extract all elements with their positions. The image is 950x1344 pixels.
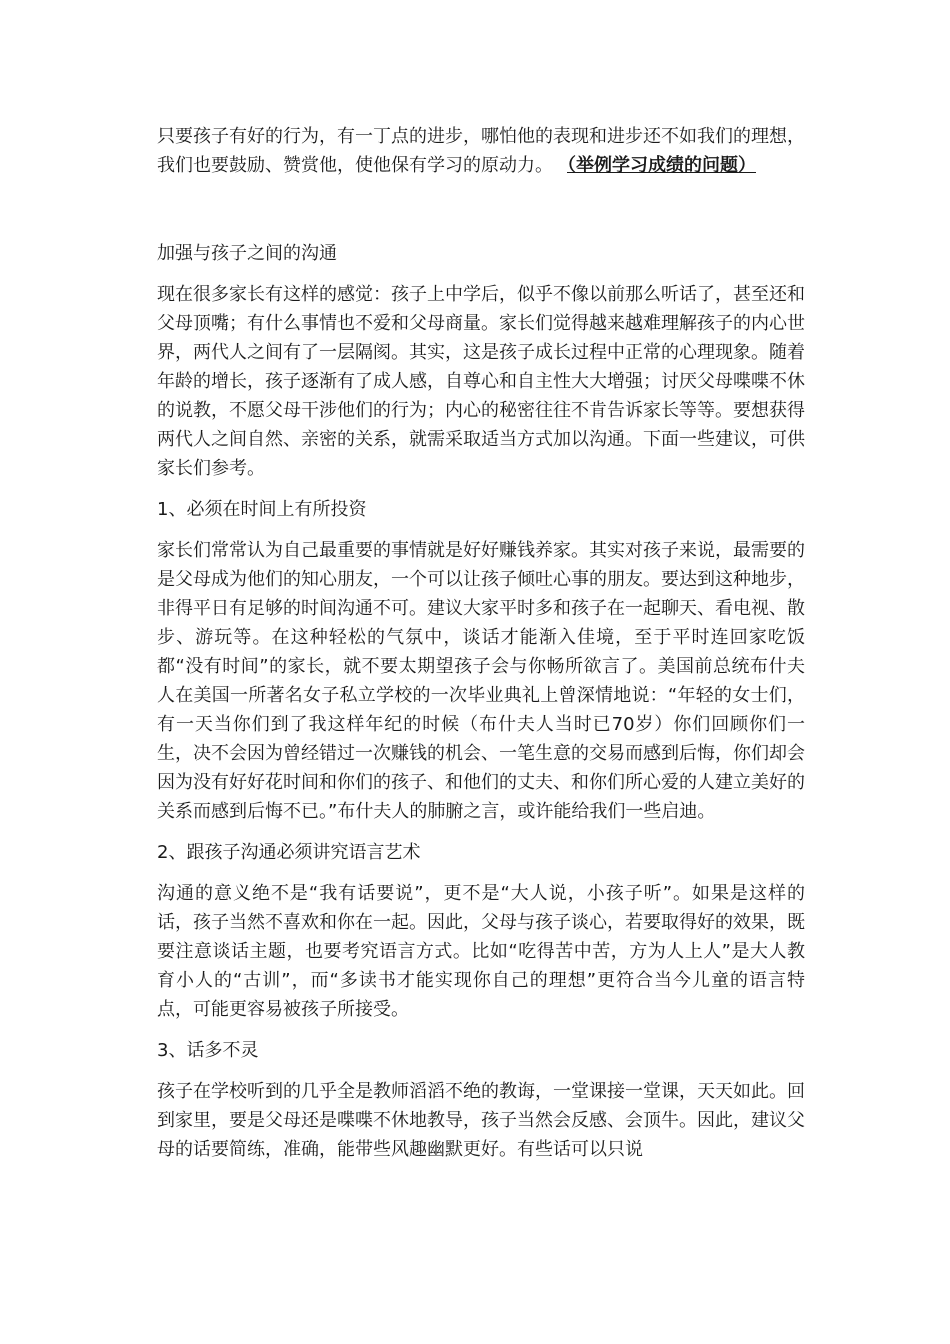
point-2-body: 沟通的意义绝不是“我有话要说”，更不是“大人说，小孩子听”。如果是这样的话，孩子当然不喜欢和你在一起。因此，父母与孩子谈心，若要取得好的效果，既要注意谈话主题，也要考究语言方式。比如“吃得苦中苦，方为人上人”是大人教育小人的“古训”，而“多读书才能实现你自己的理想”更符合当今儿童的语言特点，可能更容易被孩子所接受。 (157, 883, 805, 1020)
point-3-body: 孩子在学校听到的几乎全是教师滔滔不绝的教诲，一堂课接一堂课，天天如此。回到家里，要是父母还是喋喋不休地教导，孩子当然会反感、会顶牛。因此，建议父母的话要简练，准确，能带些风趣幽默更好。有些话可以只说 (157, 1081, 805, 1160)
intro-text: 只要孩子有好的行为，有一丁点的进步，哪怕他的表现和进步还不如我们的理想，我们也要鼓励、赞赏他，使他保有学习的原动力。 (157, 126, 805, 176)
point-2-title: 2、跟孩子沟通必须讲究语言艺术 (157, 842, 421, 863)
point-1-body: 家长们常常认为自己最重要的事情就是好好赚钱养家。其实对孩子来说，最需要的是父母成为他们的知心朋友，一个可以让孩子倾吐心事的朋友。要达到这种地步，非得平日有足够的时间沟通不可。建议大家平时多和孩子在一起聊天、看电视、散步、游玩等。在这种轻松的气氛中，谈话才能渐入佳境，至于平时连回家吃饭都“没有时间”的家长，就不要太期望孩子会与你畅所欲言了。美国前总统布什夫人在美国一所著名女子私立学校的一次毕业典礼上曾深情地说：“年轻的女士们，有一天当你们到了我这样年纪的时候（布什夫人当时已70岁）你们回顾你们一生，决不会因为曾经错过一次赚钱的机会、一笔生意的交易而感到后悔，你们却会因为没有好好花时间和你们的孩子、和他们的丈夫、和你们所心爱的人建立美好的关系而感到后悔不已。”布什夫人的肺腑之言，或许能给我们一些启迪。 (157, 540, 805, 822)
point-1-title: 1、必须在时间上有所投资 (157, 499, 367, 520)
section-spacer (157, 192, 805, 239)
intro-paragraph (157, 122, 805, 180)
intro-note: （举例学习成绩的问题） (567, 155, 756, 176)
section-title: 加强与孩子之间的沟通 (157, 243, 337, 264)
point-3-title: 3、话多不灵 (157, 1040, 259, 1061)
section-lead-paragraph: 现在很多家长有这样的感觉：孩子上中学后，似乎不像以前那么听话了，甚至还和父母顶嘴；有什么事情也不爱和父母商量。家长们觉得越来越难理解孩子的内心世界，两代人之间有了一层隔阂。其实，这是孩子成长过程中正常的心理现象。随着年龄的增长，孩子逐渐有了成人感，自尊心和自主性大大增强；讨厌父母喋喋不休的说教，不愿父母干涉他们的行为；内心的秘密往往不肯告诉家长等等。要想获得两代人之间自然、亲密的关系，就需采取适当方式加以沟通。下面一些建议，可供家长们参考。 (157, 284, 805, 479)
document-body (157, 122, 805, 1176)
